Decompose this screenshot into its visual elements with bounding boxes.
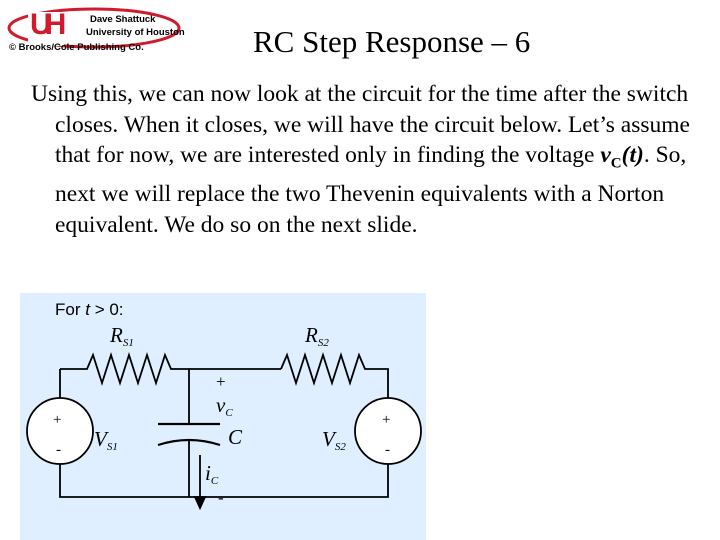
wire-bottom <box>60 461 388 497</box>
slide-body <box>31 79 711 240</box>
vs2-plus: + <box>382 412 391 428</box>
vc-plus: + <box>216 372 226 391</box>
rs1-label: $R_{S1}$ <box>110 323 134 349</box>
body-paragraph <box>31 79 711 240</box>
slide-title: RC Step Response – 6 <box>253 24 531 59</box>
uh-logo <box>6 4 185 56</box>
vc-symbol: $v_C(t)$ <box>600 142 644 172</box>
ic-label: $i_C$ <box>205 461 219 487</box>
vs2-label: $V_{S2}$ <box>322 427 346 453</box>
rs2-resistor <box>281 355 388 398</box>
capacitor-label: C <box>228 425 243 449</box>
logo-copyright: © Brooks/Cole Publishing Co. <box>9 42 144 53</box>
vs1-minus: - <box>56 442 61 458</box>
rs2-label: $R_{S2}$ <box>305 323 329 349</box>
ic-arrow-head <box>195 497 205 508</box>
logo-author: Dave Shattuck <box>90 14 156 25</box>
vs1-plus: + <box>53 412 62 428</box>
uh-mark: UH <box>30 8 60 41</box>
vc-label: $v_C$ <box>216 393 233 419</box>
vs1-label: $V_{S1}$ <box>94 427 118 453</box>
rs1-resistor <box>60 355 281 383</box>
logo-university: University of Houston <box>86 27 185 38</box>
vs2-minus: - <box>385 442 390 458</box>
circuit-diagram <box>20 293 426 540</box>
vc-minus: - <box>218 488 224 507</box>
body-text-2: . So, next we will replace the two Thevenin equivalents with a Norton equivalent. We do so on the next slide. <box>55 142 687 238</box>
circuit-condition: For t > 0: <box>55 300 124 319</box>
body-text-1: Using this, we can now look at the circuit for the time after the switch closes. When it closes, we will have the circuit below. Let’s assume that for now, we are interested only in finding the voltage <box>31 81 690 168</box>
